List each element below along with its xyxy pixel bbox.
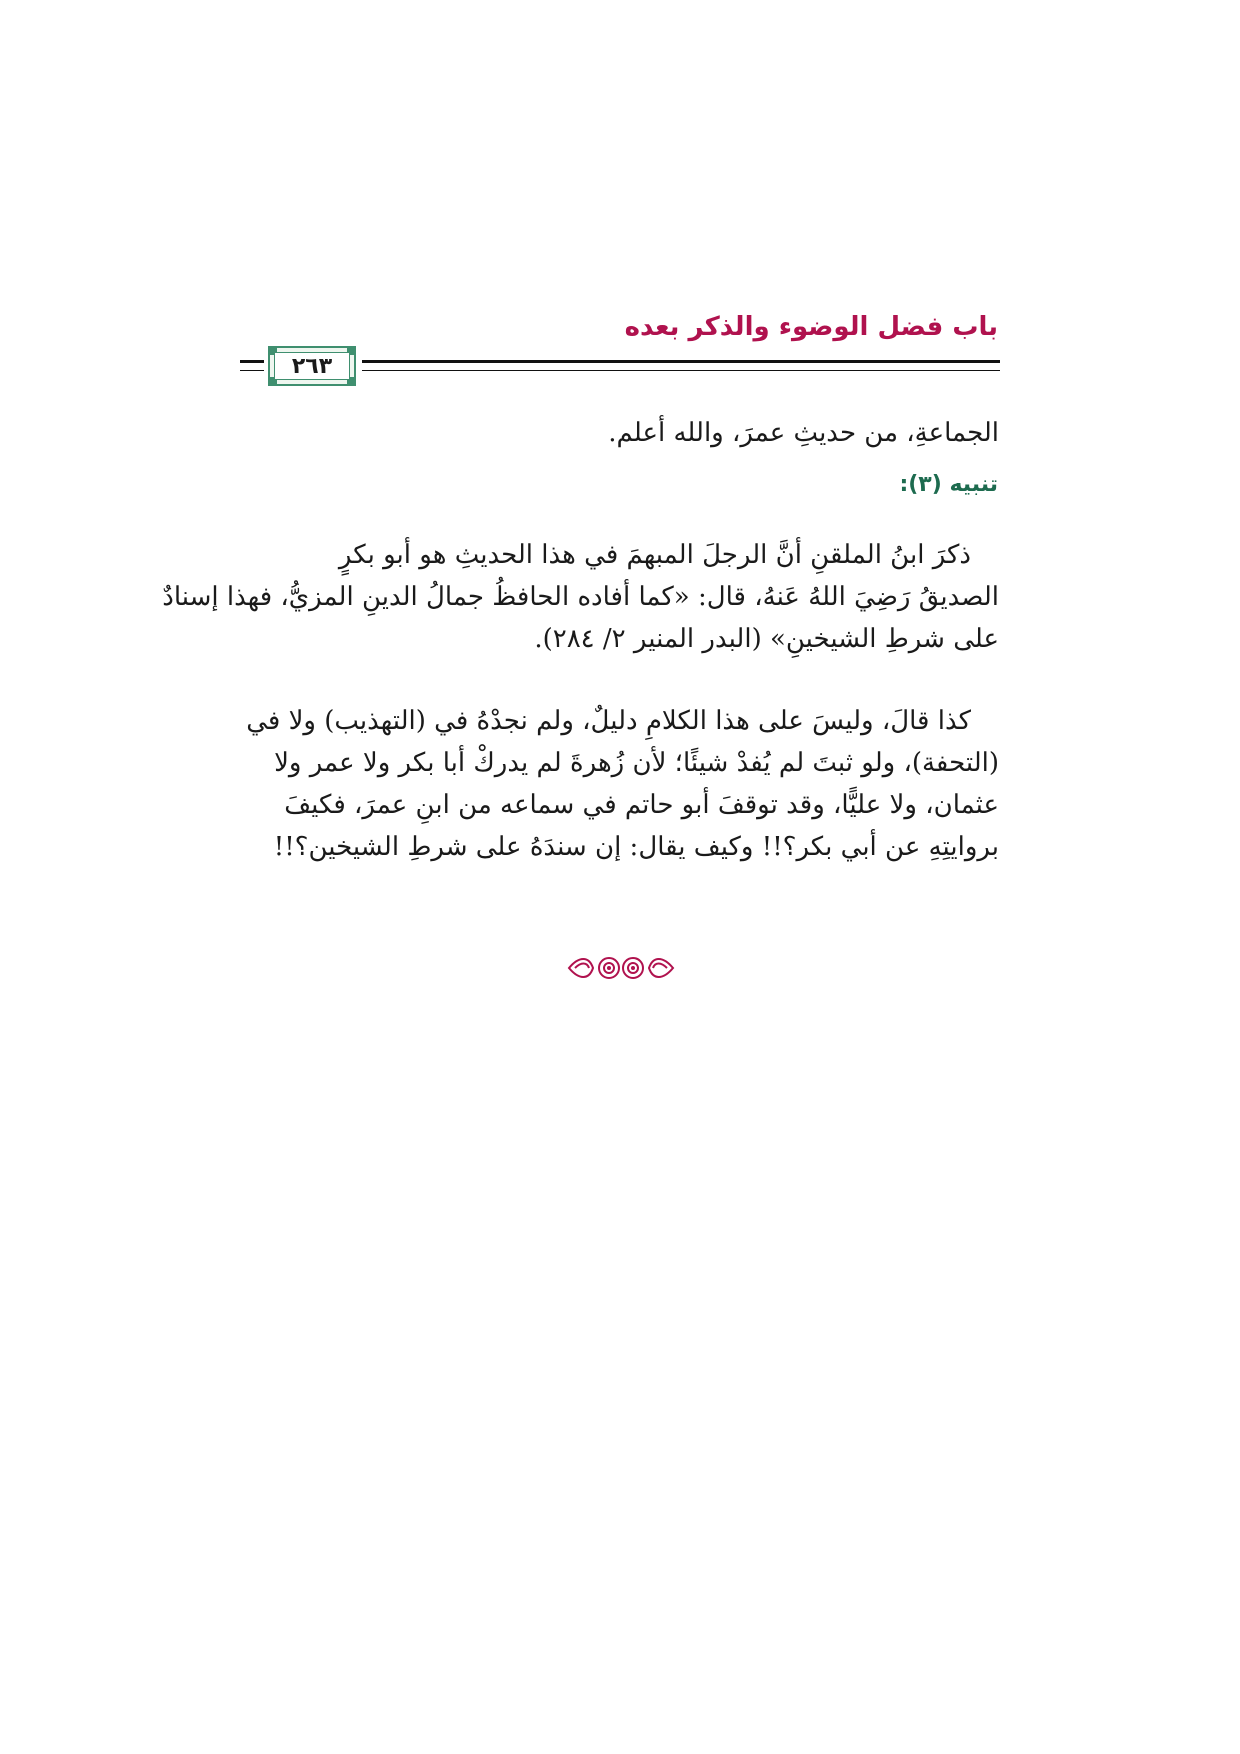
page-number: ٢٦٣ — [291, 353, 333, 379]
header-rule-right-thick — [362, 360, 1000, 363]
paragraph-line: (التحفة)، ولو ثبتَ لم يُفدْ شيئًا؛ لأن زُهرةَ لم يدركْ أبا بكر ولا عمر ولا — [274, 748, 999, 778]
floral-divider-icon — [565, 948, 677, 988]
header-rule-right-thin — [362, 370, 1000, 371]
paragraph-line: بروايتِهِ عن أبي بكر؟!! وكيف يقال: إن سندَهُ على شرطِ الشيخين؟!! — [273, 832, 999, 862]
paragraph-line: ذكرَ ابنُ الملقنِ أنَّ الرجلَ المبهمَ في هذا الحديثِ هو أبو بكرٍ — [338, 540, 971, 570]
intro-line: الجماعةِ، من حديثِ عمرَ، والله أعلم. — [608, 418, 999, 448]
paragraph-1 — [162, 534, 999, 660]
intro-text — [240, 412, 999, 454]
paragraph-2 — [240, 700, 999, 868]
chapter-title: باب فضل الوضوء والذكر بعده — [624, 312, 998, 342]
header-rule-left-thick — [240, 360, 264, 363]
page-number-badge — [268, 346, 356, 386]
paragraph-line: الصديقُ رَضِيَ اللهُ عَنهُ، قال: «كما أفاده الحافظُ جمالُ الدينِ المزيُّ، فهذا إسنادٌ — [162, 582, 999, 612]
header-rule-left-thin — [240, 370, 264, 371]
paragraph-line: كذا قالَ، وليسَ على هذا الكلامِ دليلٌ، ولم نجدْهُ في (التهذيب) ولا في — [246, 706, 971, 736]
paragraph-line: عثمان، ولا عليًّا، وقد توقفَ أبو حاتم في سماعه من ابنِ عمرَ، فكيفَ — [284, 790, 999, 820]
page-number-frame — [274, 352, 350, 380]
note-heading: تنبيه (٣): — [899, 472, 998, 497]
paragraph-line: على شرطِ الشيخينِ» (البدر المنير ٢/ ٢٨٤). — [534, 624, 999, 654]
